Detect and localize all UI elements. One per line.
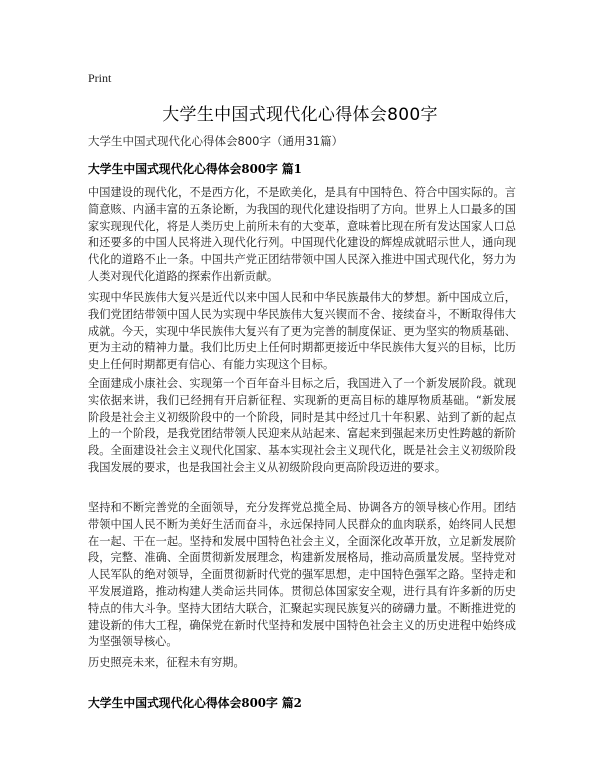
section-heading-2: 大学生中国式现代化心得体会800字 篇2 xyxy=(88,696,302,710)
paragraph-3: 全面建成小康社会、实现第一个百年奋斗目标之后，我国进入了一个新发展阶段。就现实依据来讲，我们已经拥有开启新征程、实现新的更高目标的雄厚物质基础。“新发展阶段是社会主义初级阶段中的一个阶段，同时是其中经过几十年积累、站到了新的起点上的一个阶段，是我党团结带领人民迎来从站起来、富起来到强起来历史性跨越的新阶段。全面建设社会主义现代化国家、基本实现社会主义现代化，既是社会主义初级阶段我国发展的要求，也是我国社会主义从初级阶段向更高阶段迈进的要求。 xyxy=(88,377,516,474)
paragraph-4: 坚持和不断完善党的全面领导，充分发挥党总揽全局、协调各方的领导核心作用。团结带领中国人民不断为美好生活而奋斗，永远保持同人民群众的血肉联系，始终同人民想在一起、干在一起。坚持和发展中国特色社会主义，全面深化改革开放，立足新发展阶段，完整、准确、全面贯彻新发展理念，构建新发展格局，推动高质量发展。坚持党对人民军队的绝对领导，全面贯彻新时代党的强军思想，走中国特色强军之路。坚持走和平发展道路，推动构建人类命运共同体。贯彻总体国家安全观，进行具有许多新的历史特点的伟大斗争。坚持大团结大联合，汇聚起实现民族复兴的磅礴力量。不断推进党的建设新的伟大工程，确保党在新时代坚持和发展中国特色社会主义的历史进程中始终成为坚强领导核心。 xyxy=(88,501,516,649)
print-link[interactable]: Print xyxy=(88,71,112,85)
paragraph-2: 实现中华民族伟大复兴是近代以来中国人民和中华民族最伟大的梦想。新中国成立后，我们党团结带领中国人民为实现中华民族伟大复兴锲而不舍、接续奋斗，不断取得伟大成就。今天，实现中华民族伟大复兴有了更为完善的制度保证、更为坚实的物质基础、更为主动的精神力量。我们比历史上任何时期都更接近中华民族伟大复兴的目标，比历史上任何时期都更有信心、有能力实现这个目标。 xyxy=(88,291,516,372)
paragraph-5: 历史照亮未来，征程未有穷期。 xyxy=(88,656,245,669)
section-heading-1: 大学生中国式现代化心得体会800字 篇1 xyxy=(88,162,302,176)
page-title: 大学生中国式现代化心得体会800字 xyxy=(162,105,438,125)
document-subtitle: 大学生中国式现代化心得体会800字（通用31篇） xyxy=(88,134,344,148)
paragraph-1: 中国建设的现代化，不是西方化，不是欧美化，是具有中国特色、符合中国实际的。言简意赅、内涵丰富的五条论断，为我国的现代化建设指明了方向。世界上人口最多的国家实现现代化，将是人类历史上前所未有的大变革，意味着比现在所有发达国家人口总和还要多的中国人民将进入现代化行列。中国现代化建设的辉煌成就昭示世人，通向现代化的道路不止一条。中国共产党正团结带领中国人民深入推进中国式现代化，努力为人类对现代化道路的探索作出新贡献。 xyxy=(88,186,516,283)
